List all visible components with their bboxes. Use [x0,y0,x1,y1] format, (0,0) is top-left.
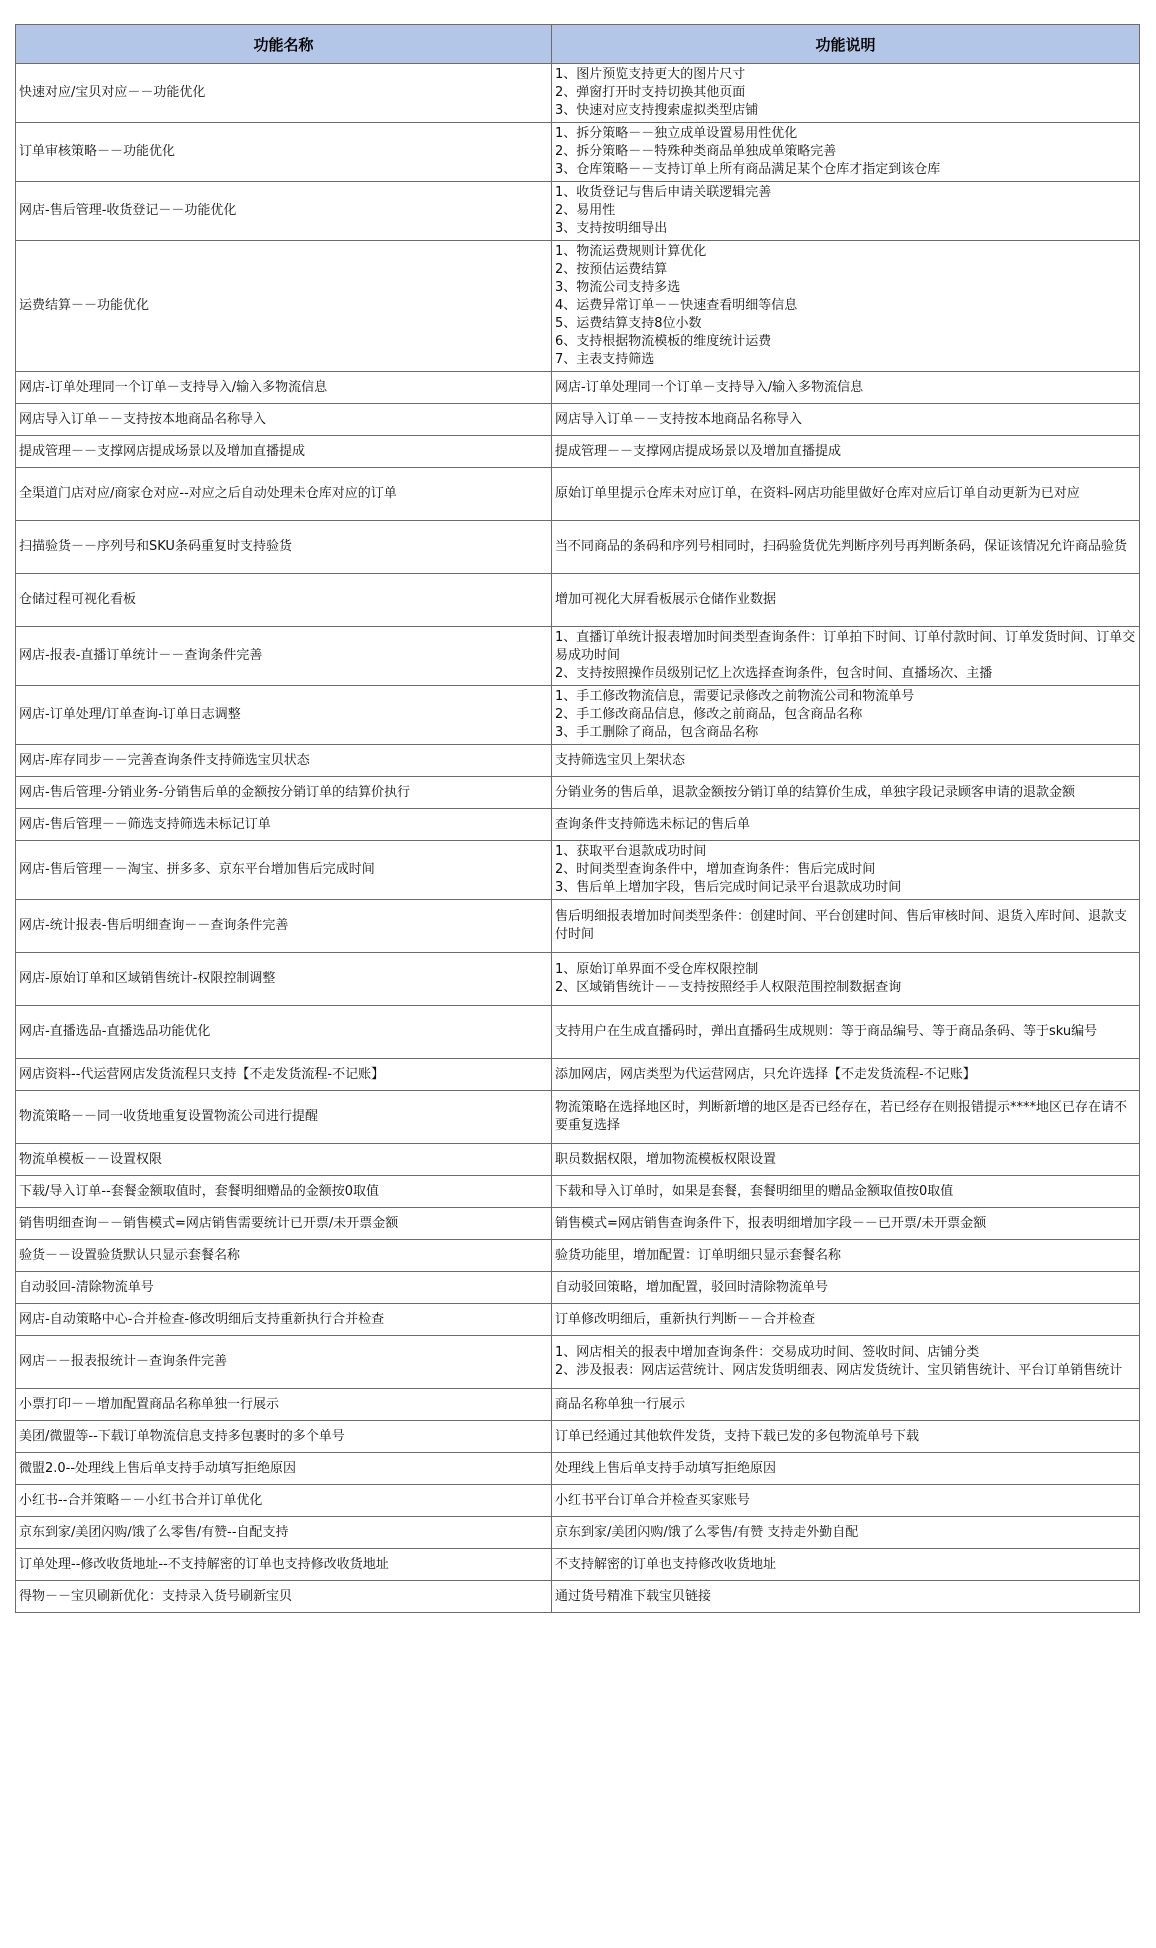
feature-name-cell: 订单处理--修改收货地址--不支持解密的订单也支持修改收货地址 [16,1549,552,1581]
table-row [16,1091,1140,1144]
table-row [16,1336,1140,1389]
feature-desc-line: 3、快速对应支持搜索虚拟类型店铺 [555,103,759,118]
feature-name-cell: 提成管理－－支撑网店提成场景以及增加直播提成 [16,436,552,468]
feature-desc-line: 1、手工修改物流信息，需要记录修改之前物流公司和物流单号 [555,689,915,704]
header-feature-desc: 功能说明 [552,25,1140,64]
feature-desc-cell [552,372,1140,404]
table-row [16,1144,1140,1176]
feature-name-cell: 网店-订单处理同一个订单－支持导入/输入多物流信息 [16,372,552,404]
feature-name-cell: 网店导入订单－－支持按本地商品名称导入 [16,404,552,436]
feature-name-cell: 物流策略－－同一收货地重复设置物流公司进行提醒 [16,1091,552,1144]
feature-desc-cell [552,1421,1140,1453]
feature-desc-line: 2、拆分策略－－特殊种类商品单独成单策略完善 [555,144,837,159]
feature-desc-cell [552,627,1140,686]
feature-desc-line: 网店导入订单－－支持按本地商品名称导入 [555,411,803,427]
table-row [16,1208,1140,1240]
feature-desc-line: 物流策略在选择地区时，判断新增的地区是否已经存在，若已经存在则报错提示****地区已存在请不要重复选择 [555,1100,1128,1133]
feature-desc-cell [552,1453,1140,1485]
feature-desc-cell [552,809,1140,841]
feature-desc-line: 3、手工删除了商品，包含商品名称 [555,725,759,740]
feature-desc-cell [552,241,1140,372]
feature-desc-line: 3、支持按明细导出 [555,221,668,236]
feature-desc-line: 提成管理－－支撑网店提成场景以及增加直播提成 [555,443,842,459]
feature-desc-cell [552,1336,1140,1389]
feature-desc-line: 1、物流运费规则计算优化 [555,244,707,259]
feature-desc-line: 2、手工修改商品信息，修改之前商品，包含商品名称 [555,707,863,722]
feature-desc-line: 5、运费结算支持8位小数 [555,316,702,331]
feature-desc-cell [552,1144,1140,1176]
feature-name-cell: 全渠道门店对应/商家仓对应--对应之后自动处理未仓库对应的订单 [16,468,552,521]
feature-desc-line: 1、获取平台退款成功时间 [555,844,707,859]
table-row [16,241,1140,372]
table-row [16,404,1140,436]
feature-name-cell: 网店-订单处理/订单查询-订单日志调整 [16,686,552,745]
feature-desc-line: 3、仓库策略－－支持订单上所有商品满足某个仓库才指定到该仓库 [555,162,941,177]
table-row [16,1485,1140,1517]
feature-desc-cell [552,574,1140,627]
table-row [16,627,1140,686]
feature-name-cell: 验货－－设置验货默认只显示套餐名称 [16,1240,552,1272]
feature-desc-line: 自动驳回策略，增加配置，驳回时清除物流单号 [555,1279,829,1295]
feature-name-cell: 京东到家/美团闪购/饿了么零售/有赞--自配支持 [16,1517,552,1549]
table-row [16,1581,1140,1613]
feature-desc-cell [552,745,1140,777]
feature-name-cell: 运费结算－－功能优化 [16,241,552,372]
feature-name-cell: 网店-售后管理－－筛选支持筛选未标记订单 [16,809,552,841]
feature-name-cell: 快速对应/宝贝对应－－功能优化 [16,64,552,123]
table-row [16,574,1140,627]
feature-desc-line: 4、运费异常订单－－快速查看明细等信息 [555,298,798,313]
table-row [16,1304,1140,1336]
table-row [16,64,1140,123]
table-row [16,521,1140,574]
feature-desc-line: 分销业务的售后单，退款金额按分销订单的结算价生成，单独字段记录顾客申请的退款金额 [555,784,1076,800]
feature-desc-line: 2、弹窗打开时支持切换其他页面 [555,85,746,100]
table-row [16,123,1140,182]
feature-desc-line: 3、物流公司支持多选 [555,280,681,295]
feature-name-cell: 网店-售后管理-收货登记－－功能优化 [16,182,552,241]
feature-desc-cell [552,64,1140,123]
feature-desc-line: 小红书平台订单合并检查买家账号 [555,1492,751,1508]
feature-desc-cell [552,777,1140,809]
table-row [16,1421,1140,1453]
feature-name-cell: 下载/导入订单--套餐金额取值时，套餐明细赠品的金额按0取值 [16,1176,552,1208]
feature-desc-line: 2、易用性 [555,203,616,218]
feature-desc-line: 1、收货登记与售后申请关联逻辑完善 [555,185,772,200]
feature-name-cell: 美团/微盟等--下载订单物流信息支持多包裹时的多个单号 [16,1421,552,1453]
table-row [16,1453,1140,1485]
feature-name-cell: 物流单模板－－设置权限 [16,1144,552,1176]
feature-desc-line: 当不同商品的条码和序列号相同时，扫码验货优先判断序列号再判断条码，保证该情况允许商品验货 [555,539,1128,554]
feature-name-cell: 自动驳回-清除物流单号 [16,1272,552,1304]
feature-desc-cell [552,1272,1140,1304]
table-row [16,777,1140,809]
feature-name-cell: 网店－－报表报统计－查询条件完善 [16,1336,552,1389]
feature-name-cell: 网店-原始订单和区域销售统计-权限控制调整 [16,953,552,1006]
feature-name-cell: 小红书--合并策略－－小红书合并订单优化 [16,1485,552,1517]
feature-desc-cell [552,1389,1140,1421]
feature-desc-line: 商品名称单独一行展示 [555,1396,686,1412]
feature-desc-line: 2、涉及报表：网店运营统计、网店发货明细表、网店发货统计、宝贝销售统计、平台订单销售统计 [555,1363,1123,1378]
table-row [16,436,1140,468]
feature-desc-line: 1、拆分策略－－独立成单设置易用性优化 [555,126,798,141]
feature-desc-cell [552,841,1140,900]
table-row [16,182,1140,241]
feature-desc-line: 处理线上售后单支持手动填写拒绝原因 [555,1460,777,1476]
feature-name-cell: 网店-统计报表-售后明细查询－－查询条件完善 [16,900,552,953]
feature-desc-cell [552,1006,1140,1059]
feature-desc-line: 支持用户在生成直播码时，弹出直播码生成规则：等于商品编号、等于商品条码、等于sku编号 [555,1024,1098,1039]
table-row [16,686,1140,745]
feature-desc-line: 查询条件支持筛选未标记的售后单 [555,816,751,832]
feature-desc-line: 订单已经通过其他软件发货，支持下载已发的多包物流单号下载 [555,1428,920,1444]
feature-name-cell: 得物－－宝贝刷新优化：支持录入货号刷新宝贝 [16,1581,552,1613]
feature-desc-cell [552,953,1140,1006]
feature-name-cell: 小票打印－－增加配置商品名称单独一行展示 [16,1389,552,1421]
table-row [16,468,1140,521]
feature-name-cell: 网店-直播选品-直播选品功能优化 [16,1006,552,1059]
feature-desc-line: 2、区域销售统计－－支持按照经手人权限范围控制数据查询 [555,980,902,995]
feature-desc-cell [552,1208,1140,1240]
table-row [16,809,1140,841]
feature-name-cell: 网店-报表-直播订单统计－－查询条件完善 [16,627,552,686]
feature-desc-cell [552,1517,1140,1549]
feature-desc-line: 2、时间类型查询条件中，增加查询条件：售后完成时间 [555,862,876,877]
feature-desc-line: 通过货号精准下载宝贝链接 [555,1588,712,1604]
feature-desc-line: 订单修改明细后，重新执行判断－－合并检查 [555,1311,816,1327]
feature-desc-line: 验货功能里，增加配置：订单明细只显示套餐名称 [555,1247,842,1263]
feature-desc-line: 售后明细报表增加时间类型条件：创建时间、平台创建时间、售后审核时间、退货入库时间、退款支付时间 [555,909,1128,942]
feature-desc-line: 职员数据权限，增加物流模板权限设置 [555,1151,777,1167]
table-row [16,745,1140,777]
feature-desc-line: 1、网店相关的报表中增加查询条件：交易成功时间、签收时间、店铺分类 [555,1345,980,1360]
feature-desc-line: 1、图片预览支持更大的图片尺寸 [555,67,746,82]
feature-desc-cell [552,436,1140,468]
feature-desc-line: 增加可视化大屏看板展示仓储作业数据 [555,592,777,607]
table-row [16,1240,1140,1272]
feature-desc-cell [552,1581,1140,1613]
feature-name-cell: 订单审核策略－－功能优化 [16,123,552,182]
feature-desc-cell [552,900,1140,953]
feature-desc-cell [552,468,1140,521]
header-feature-name: 功能名称 [16,25,552,64]
feature-desc-line: 原始订单里提示仓库未对应订单，在资料-网店功能里做好仓库对应后订单自动更新为已对应 [555,486,1080,501]
feature-desc-cell [552,686,1140,745]
feature-desc-cell [552,1485,1140,1517]
table-row [16,1006,1140,1059]
table-row [16,1549,1140,1581]
feature-desc-line: 2、按预估运费结算 [555,262,668,277]
feature-name-cell: 网店-售后管理－－淘宝、拼多多、京东平台增加售后完成时间 [16,841,552,900]
feature-desc-cell [552,521,1140,574]
table-row [16,372,1140,404]
feature-desc-cell [552,1304,1140,1336]
table-row [16,953,1140,1006]
feature-desc-line: 7、主表支持筛选 [555,352,655,367]
feature-desc-cell [552,123,1140,182]
feature-desc-line: 京东到家/美团闪购/饿了么零售/有赞 支持走外勤自配 [555,1524,859,1540]
feature-name-cell: 网店-售后管理-分销业务-分销售后单的金额按分销订单的结算价执行 [16,777,552,809]
table-row [16,900,1140,953]
feature-desc-line: 不支持解密的订单也支持修改收货地址 [555,1556,777,1572]
feature-desc-line: 网店-订单处理同一个订单－支持导入/输入多物流信息 [555,379,864,395]
feature-desc-cell [552,404,1140,436]
feature-desc-line: 2、支持按照操作员级别记忆上次选择查询条件，包含时间、直播场次、主播 [555,666,993,681]
feature-desc-cell [552,1240,1140,1272]
feature-desc-line: 3、售后单上增加字段，售后完成时间记录平台退款成功时间 [555,880,902,895]
feature-name-cell: 扫描验货－－序列号和SKU条码重复时支持验货 [16,521,552,574]
feature-desc-cell [552,182,1140,241]
header-row [16,25,1140,64]
table-row [16,1517,1140,1549]
table-row [16,1059,1140,1091]
feature-desc-cell [552,1176,1140,1208]
feature-desc-line: 下载和导入订单时，如果是套餐，套餐明细里的赠品金额取值按0取值 [555,1183,954,1199]
feature-name-cell: 仓储过程可视化看板 [16,574,552,627]
table-row [16,841,1140,900]
feature-desc-line: 1、直播订单统计报表增加时间类型查询条件：订单拍下时间、订单付款时间、订单发货时间、订单交易成功时间 [555,630,1136,663]
feature-name-cell: 网店资料--代运营网店发货流程只支持【不走发货流程-不记账】 [16,1059,552,1091]
feature-name-cell: 网店-自动策略中心-合并检查-修改明细后支持重新执行合并检查 [16,1304,552,1336]
feature-desc-line: 销售模式=网店销售查询条件下，报表明细增加字段－－已开票/未开票金额 [555,1215,987,1231]
feature-name-cell: 网店-库存同步－－完善查询条件支持筛选宝贝状态 [16,745,552,777]
feature-desc-line: 6、支持根据物流模板的维度统计运费 [555,334,772,349]
feature-desc-cell [552,1059,1140,1091]
feature-name-cell: 微盟2.0--处理线上售后单支持手动填写拒绝原因 [16,1453,552,1485]
table-row [16,1389,1140,1421]
feature-table [15,24,1140,1613]
feature-desc-line: 支持筛选宝贝上架状态 [555,752,686,768]
feature-name-cell: 销售明细查询－－销售模式=网店销售需要统计已开票/未开票金额 [16,1208,552,1240]
table-row [16,1272,1140,1304]
table-row [16,1176,1140,1208]
feature-desc-cell [552,1549,1140,1581]
feature-desc-line: 添加网店，网店类型为代运营网店，只允许选择【不走发货流程-不记账】 [555,1066,976,1082]
feature-desc-cell [552,1091,1140,1144]
feature-desc-line: 1、原始订单界面不受仓库权限控制 [555,962,759,977]
